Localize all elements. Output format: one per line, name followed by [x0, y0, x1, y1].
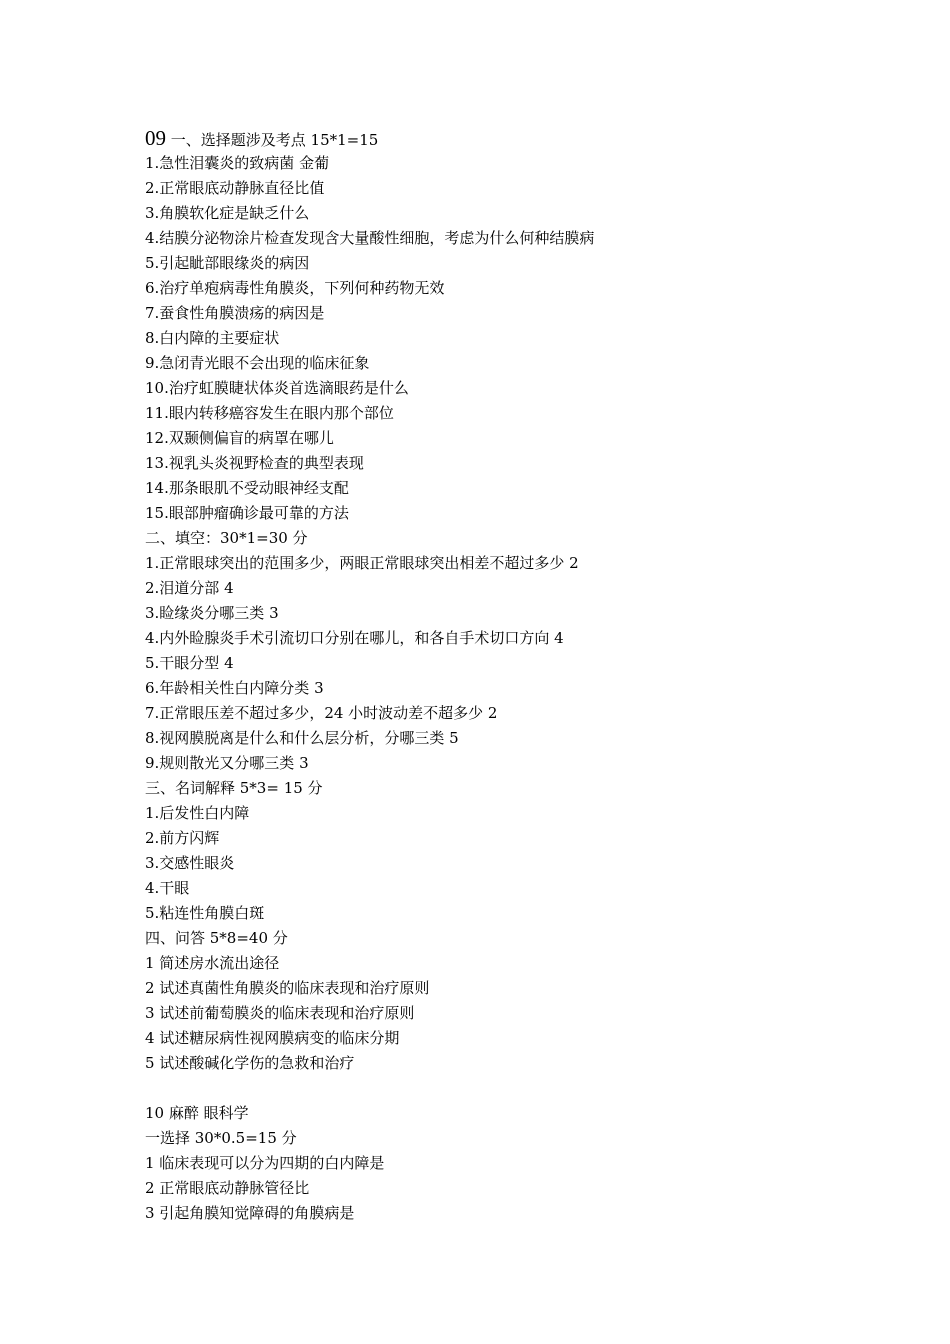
list-item: 9.急闭青光眼不会出现的临床征象	[145, 354, 370, 372]
list-item: 1 简述房水流出途径	[145, 954, 280, 972]
section-09-heading	[145, 126, 905, 151]
section-09-title: 一、选择题涉及考点 15*1=15	[166, 131, 379, 149]
list-item: 6.治疗单疱病毒性角膜炎，下列何种药物无效	[145, 279, 445, 297]
list-item: 4.内外睑腺炎手术引流切口分别在哪儿，和各自手术切口方向 4	[145, 629, 564, 647]
list-item: 2.前方闪辉	[145, 829, 220, 847]
list-item: 3 引起角膜知觉障碍的角膜病是	[145, 1204, 355, 1222]
list-item: 1.急性泪囊炎的致病菌 金葡	[145, 154, 330, 172]
list-item: 12.双颞侧偏盲的病罩在哪儿	[145, 429, 334, 447]
blank-line	[145, 1076, 905, 1101]
list-item: 4.干眼	[145, 879, 190, 897]
list-item: 14.那条眼肌不受动眼神经支配	[145, 479, 349, 497]
list-item: 3.睑缘炎分哪三类 3	[145, 604, 279, 622]
list-item: 3 试述前葡萄膜炎的临床表现和治疗原则	[145, 1004, 415, 1022]
section-09-prefix: 09	[145, 126, 166, 150]
list-item: 5 试述酸碱化学伤的急救和治疗	[145, 1054, 355, 1072]
list-item: 2.泪道分部 4	[145, 579, 234, 597]
list-item: 6.年龄相关性白内障分类 3	[145, 679, 324, 697]
list-item: 15.眼部肿瘤确诊最可靠的方法	[145, 504, 349, 522]
qa-heading: 四、问答 5*8=40 分	[145, 929, 288, 947]
list-item: 9.规则散光又分哪三类 3	[145, 754, 309, 772]
list-item: 5.引起眦部眼缘炎的病因	[145, 254, 310, 272]
list-item: 5.干眼分型 4	[145, 654, 234, 672]
list-item: 8.视网膜脱离是什么和什么层分析，分哪三类 5	[145, 729, 459, 747]
term-heading: 三、名词解释 5*3= 15 分	[145, 779, 323, 797]
choice-heading: 一选择 30*0.5=15 分	[145, 1129, 297, 1147]
section-10-heading: 10 麻醉 眼科学	[145, 1104, 249, 1122]
list-item: 4 试述糖尿病性视网膜病变的临床分期	[145, 1029, 400, 1047]
list-item: 7.正常眼压差不超过多少，24 小时波动差不超多少 2	[145, 704, 498, 722]
list-item: 2 试述真菌性角膜炎的临床表现和治疗原则	[145, 979, 430, 997]
fill-heading: 二、填空：30*1=30 分	[145, 529, 308, 547]
list-item: 5.粘连性角膜白斑	[145, 904, 265, 922]
document-page	[145, 126, 905, 1226]
list-item: 2 正常眼底动静脉管径比	[145, 1179, 310, 1197]
list-item: 1 临床表现可以分为四期的白内障是	[145, 1154, 385, 1172]
list-item: 11.眼内转移癌容发生在眼内那个部位	[145, 404, 394, 422]
list-item: 2.正常眼底动静脉直径比值	[145, 179, 325, 197]
list-item: 7.蚕食性角膜溃疡的病因是	[145, 304, 325, 322]
list-item: 3.角膜软化症是缺乏什么	[145, 204, 310, 222]
list-item: 13.视乳头炎视野检查的典型表现	[145, 454, 364, 472]
list-item: 4.结膜分泌物涂片检查发现含大量酸性细胞，考虑为什么何种结膜病	[145, 229, 595, 247]
list-item: 1.正常眼球突出的范围多少，两眼正常眼球突出相差不超过多少 2	[145, 554, 579, 572]
list-item: 3.交感性眼炎	[145, 854, 235, 872]
list-item: 1.后发性白内障	[145, 804, 250, 822]
list-item: 10.治疗虹膜睫状体炎首选滴眼药是什么	[145, 379, 409, 397]
list-item: 8.白内障的主要症状	[145, 329, 280, 347]
